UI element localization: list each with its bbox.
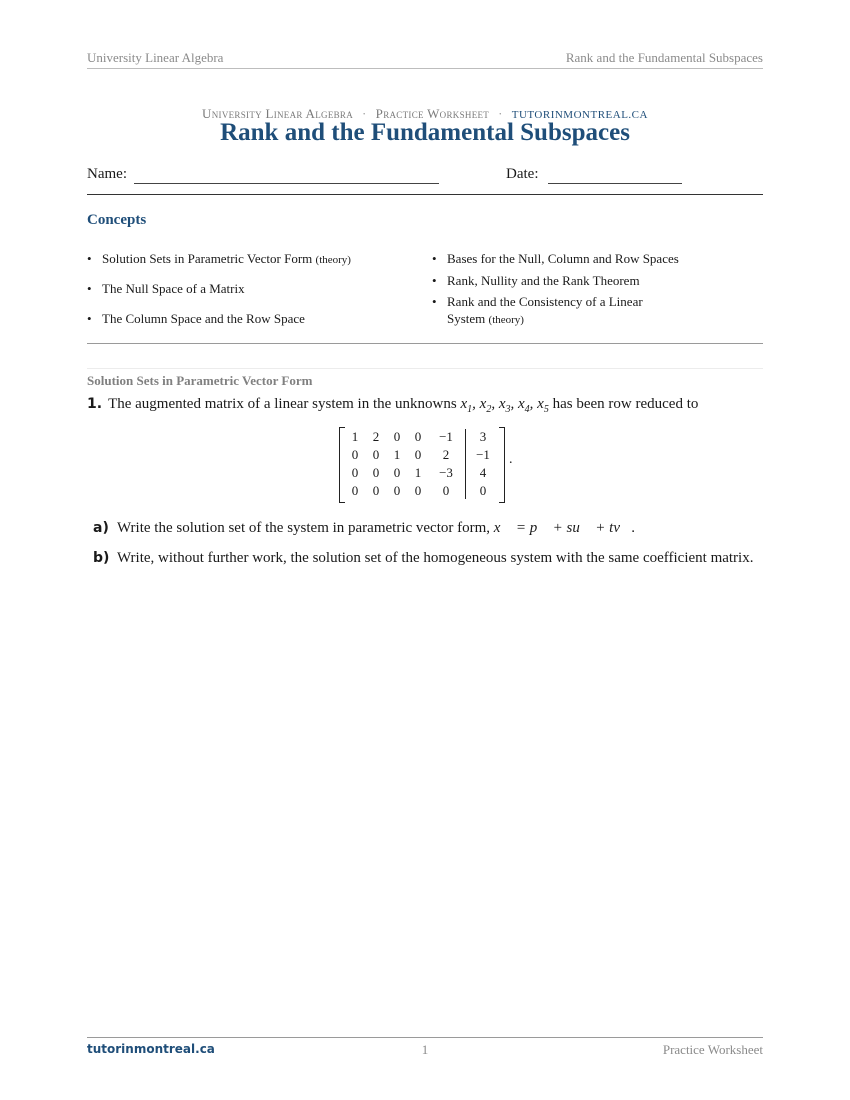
page-title: Rank and the Fundamental Subspaces [220,119,630,146]
matrix-entry: 0 [351,483,359,498]
unknown-variables: $x_1$, $x_2$, $x_3$, $x_4$, $x_5$ [460,396,549,415]
matrix-entry: 1 [393,447,401,462]
concept-item: • Rank and the Consistency of a Linear System (theory) [432,293,643,329]
concept-item: • The Null Space of a Matrix [87,280,245,297]
part-label: a) [93,520,109,536]
matrix-entry: −3 [439,465,453,480]
question-1 [87,396,763,415]
footer-label: Practice Worksheet [662,1042,763,1057]
concept-item: • Rank, Nullity and the Rank Theorem [432,272,640,289]
matrix-entry: 0 [351,447,359,462]
concept-tag: (theory) [488,314,524,326]
matrix-entry: 0 [414,429,422,444]
running-header [87,50,763,69]
matrix-entry: 2 [372,429,380,444]
date-field[interactable] [548,183,682,184]
student-fields [87,166,763,188]
divider [87,194,763,195]
matrix-entry: 0 [414,447,422,462]
question-text-before: The augmented matrix of a linear system in the unknowns [108,396,457,412]
kicker-type: Practice Worksheet [375,106,490,121]
divider [87,368,763,369]
matrix-entry: 0 [372,483,380,498]
divider [87,343,763,344]
running-header-left: University Linear Algebra [87,50,224,65]
date-label: Date: [506,166,539,182]
footer [87,1042,763,1060]
question-number: 1. [87,396,103,412]
matrix-entry: 2 [442,447,450,462]
name-label: Name: [87,166,127,182]
matrix-entry: 0 [393,483,401,498]
footer-divider [87,1037,763,1038]
matrix-entry: 0 [414,483,422,498]
concept-item: • Solution Sets in Parametric Vector Form (theory) [87,250,351,269]
matrix-entry: 1 [414,465,422,480]
name-field[interactable] [134,183,439,184]
augment-bar [465,429,466,499]
matrix-entry: 0 [442,483,450,498]
part-text: Write the solution set of the system in parametric vector form, [117,520,491,536]
matrix-entry: 0 [372,447,380,462]
matrix-entry: 4 [479,465,487,480]
matrix-entry: 3 [479,429,487,444]
matrix-entry: 0 [351,465,359,480]
matrix-entry: 1 [351,429,359,444]
augmented-matrix [339,427,505,503]
right-bracket [499,427,505,503]
concept-tag: (theory) [315,254,351,266]
part-label: b) [93,550,110,566]
matrix-entry: 0 [372,465,380,480]
kicker-separator: · [362,106,367,121]
matrix-period: . [509,452,513,467]
matrix-entry: 0 [479,483,487,498]
matrix-entry: −1 [439,429,453,444]
question-text-after: has been row reduced to [552,396,699,412]
running-header-right: Rank and the Fundamental Subspaces [565,50,763,65]
matrix-entry: 0 [393,429,401,444]
footer-site: tutorinmontreal.ca [87,1042,215,1056]
part-formula: x⃗ = p⃗ + su⃗ + tv⃗. [493,520,636,536]
kicker-course: University Linear Algebra [202,106,354,121]
page-number: 1 [421,1042,429,1057]
matrix-entry: 0 [393,465,401,480]
kicker-separator: · [498,106,503,121]
concept-item: • Bases for the Null, Column and Row Spaces [432,250,679,267]
part-text: Write, without further work, the solution set of the homogeneous system with the same coefficient matrix. [117,550,754,566]
matrix-entry: −1 [476,447,490,462]
section-heading: Solution Sets in Parametric Vector Form [87,373,313,388]
concepts-heading: Concepts [87,212,147,228]
kicker-site: TUTORINMONTREAL.CA [511,109,648,121]
concept-item: • The Column Space and the Row Space [87,310,305,327]
